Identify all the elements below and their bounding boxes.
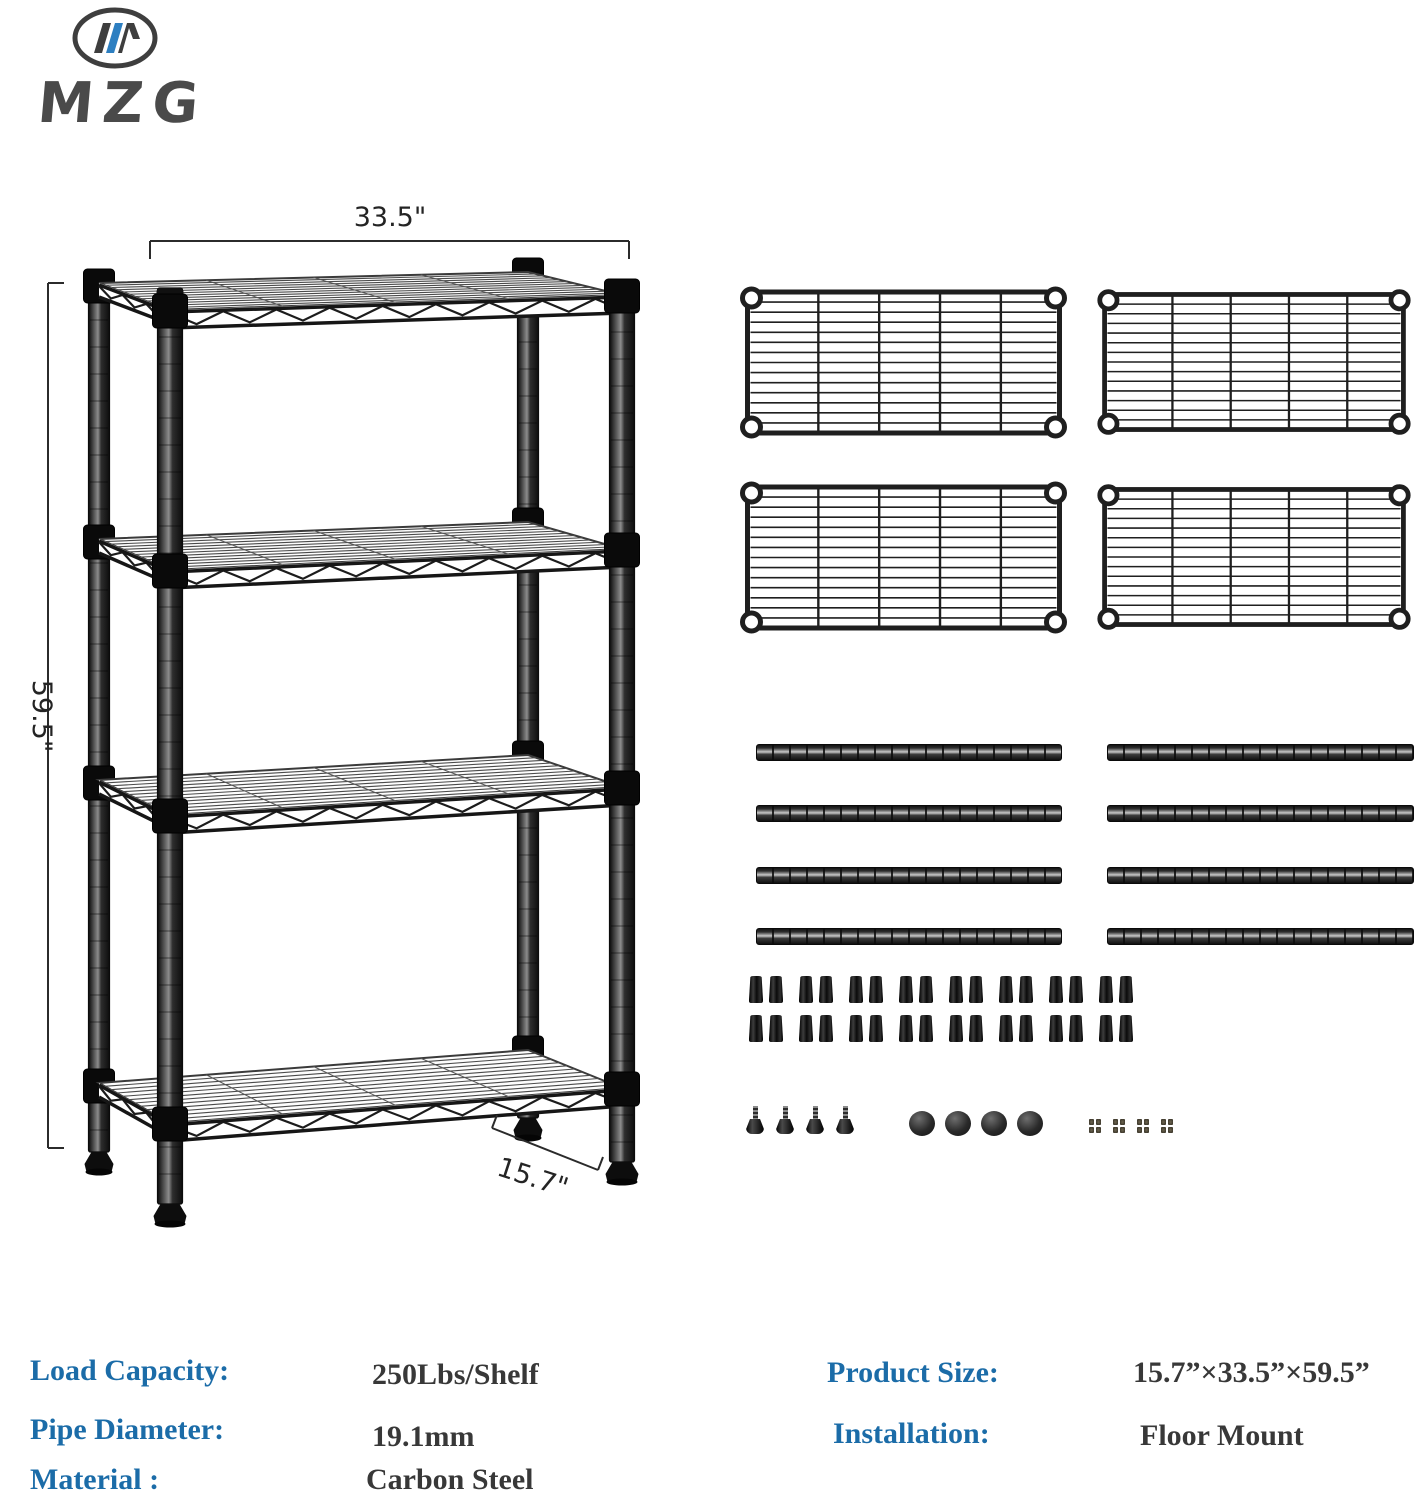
sleeve-cap-part xyxy=(1119,1015,1133,1042)
sleeve-cap-part xyxy=(749,976,763,1003)
leveling-feet-group xyxy=(746,1106,854,1134)
pipe-part xyxy=(756,867,1062,884)
pipe-part xyxy=(756,805,1062,822)
depth-dimension-label: 15.7" xyxy=(493,1151,572,1204)
sleeve-cap-part xyxy=(819,1015,833,1042)
spec-value-product-size: 15.7”×33.5”×59.5” xyxy=(1133,1356,1370,1389)
pole xyxy=(514,266,543,1142)
sleeve-cap-part xyxy=(1019,1015,1033,1042)
screw xyxy=(1089,1127,1094,1133)
sleeve-cap-part xyxy=(899,1015,913,1042)
sleeve-cap-part xyxy=(999,976,1013,1003)
screw xyxy=(1137,1119,1142,1125)
spec-label-product-size: Product Size: xyxy=(827,1356,999,1389)
knob-part xyxy=(981,1111,1007,1136)
pipe-part xyxy=(756,928,1062,945)
sleeve-cap-part xyxy=(1119,976,1133,1003)
sleeve-cap-part xyxy=(969,976,983,1003)
sleeve-pair xyxy=(1099,1015,1133,1042)
pole xyxy=(606,283,639,1186)
spec-value-pipe-diameter: 19.1mm xyxy=(372,1420,475,1453)
sleeve-cap-part xyxy=(749,1015,763,1042)
screw xyxy=(1096,1119,1101,1125)
sleeve-pair xyxy=(949,1015,983,1042)
sleeve-pair xyxy=(1099,976,1133,1003)
sleeve-pair xyxy=(1049,976,1083,1003)
screw-set-part xyxy=(1113,1119,1126,1134)
screw xyxy=(1137,1127,1142,1133)
sleeve-cap-part xyxy=(949,976,963,1003)
leveling-foot-part xyxy=(776,1106,794,1134)
pole xyxy=(85,271,114,1176)
screw xyxy=(1113,1119,1118,1125)
sleeve-cap-part xyxy=(969,1015,983,1042)
sleeve-row xyxy=(749,976,1133,1003)
sleeve-cap-part xyxy=(1019,976,1033,1003)
sleeve-cap-part xyxy=(769,976,783,1003)
sleeve-pair xyxy=(849,1015,883,1042)
sleeve-pair xyxy=(949,976,983,1003)
sleeve-clips-group xyxy=(749,976,1133,1054)
screw xyxy=(1161,1119,1166,1125)
screw-sets-group xyxy=(1089,1119,1174,1134)
sleeve-pair xyxy=(799,976,833,1003)
foot-cone xyxy=(776,1119,794,1134)
sleeve-cap-part xyxy=(869,976,883,1003)
pipe-column-right xyxy=(1107,744,1414,945)
sleeve-row xyxy=(749,1015,1133,1042)
foot-stem xyxy=(783,1106,788,1119)
sleeve-pair xyxy=(899,976,933,1003)
pipe-part xyxy=(1107,805,1414,822)
sleeve-cap-part xyxy=(1049,1015,1063,1042)
sleeve-pair xyxy=(1049,1015,1083,1042)
sleeve-pair xyxy=(749,976,783,1003)
wire-shelf-part xyxy=(737,284,1070,441)
foot-cone xyxy=(836,1119,854,1134)
sleeve-cap-part xyxy=(1069,976,1083,1003)
sleeve-cap-part xyxy=(799,976,813,1003)
pipe-part xyxy=(756,744,1062,761)
pole xyxy=(154,288,187,1228)
wire-shelf-part xyxy=(1095,286,1413,438)
screw xyxy=(1161,1127,1166,1133)
spec-label-pipe-diameter: Pipe Diameter: xyxy=(30,1413,225,1446)
leveling-foot-part xyxy=(806,1106,824,1134)
screw xyxy=(1096,1127,1101,1133)
sleeve-cap-part xyxy=(849,1015,863,1042)
sleeve-pair xyxy=(749,1015,783,1042)
knob-part xyxy=(909,1111,935,1136)
screw-set-part xyxy=(1161,1119,1174,1134)
sleeve-cap-part xyxy=(1069,1015,1083,1042)
sleeve-cap-part xyxy=(919,976,933,1003)
sleeve-cap-part xyxy=(769,1015,783,1042)
screw xyxy=(1144,1119,1149,1125)
spec-value-installation: Floor Mount xyxy=(1140,1419,1304,1452)
pipe-part xyxy=(1107,928,1414,945)
sleeve-cap-part xyxy=(819,976,833,1003)
sleeve-cap-part xyxy=(919,1015,933,1042)
screw xyxy=(1120,1127,1125,1133)
sleeve-cap-part xyxy=(949,1015,963,1042)
foot-stem xyxy=(843,1106,848,1119)
sleeve-pair xyxy=(999,976,1033,1003)
screw xyxy=(1144,1127,1149,1133)
wire-shelf-part xyxy=(737,479,1070,636)
pipe-column-left xyxy=(756,744,1062,945)
end-cap-knobs-group xyxy=(909,1111,1043,1136)
spec-label-load-capacity: Load Capacity: xyxy=(30,1354,230,1387)
screw xyxy=(1168,1127,1173,1133)
product-illustration xyxy=(0,0,700,1250)
screw xyxy=(1168,1119,1173,1125)
sleeve-cap-part xyxy=(799,1015,813,1042)
foot-cone xyxy=(806,1119,824,1134)
knob-part xyxy=(1017,1111,1043,1136)
screw-set-part xyxy=(1089,1119,1102,1134)
sleeve-pair xyxy=(899,1015,933,1042)
foot-stem xyxy=(753,1106,758,1119)
foot-cone xyxy=(746,1119,764,1134)
sleeve-cap-part xyxy=(1099,976,1113,1003)
leveling-foot-part xyxy=(746,1106,764,1134)
foot-stem xyxy=(813,1106,818,1119)
sleeve-cap-part xyxy=(1049,976,1063,1003)
pipe-part xyxy=(1107,744,1414,761)
spec-value-load-capacity: 250Lbs/Shelf xyxy=(372,1358,539,1391)
spec-value-material: Carbon Steel xyxy=(366,1463,534,1496)
sleeve-cap-part xyxy=(849,976,863,1003)
screw xyxy=(1113,1127,1118,1133)
sleeve-pair xyxy=(799,1015,833,1042)
leveling-foot-part xyxy=(836,1106,854,1134)
shelving-unit-drawing xyxy=(48,241,640,1228)
wire-shelf-part xyxy=(1095,481,1413,633)
screw xyxy=(1120,1119,1125,1125)
sleeve-pair xyxy=(849,976,883,1003)
height-dimension-label: 59.5" xyxy=(26,679,57,753)
brand-wordmark: MZG xyxy=(35,71,211,136)
sleeve-pair xyxy=(999,1015,1033,1042)
screw xyxy=(1089,1119,1094,1125)
knob-part xyxy=(945,1111,971,1136)
width-dimension-label: 33.5" xyxy=(353,202,427,233)
sleeve-cap-part xyxy=(869,1015,883,1042)
spec-label-installation: Installation: xyxy=(833,1417,990,1450)
sleeve-cap-part xyxy=(899,976,913,1003)
sleeve-cap-part xyxy=(999,1015,1013,1042)
sleeve-cap-part xyxy=(1099,1015,1113,1042)
spec-label-material: Material : xyxy=(30,1463,160,1496)
pipe-part xyxy=(1107,867,1414,884)
screw-set-part xyxy=(1137,1119,1150,1134)
